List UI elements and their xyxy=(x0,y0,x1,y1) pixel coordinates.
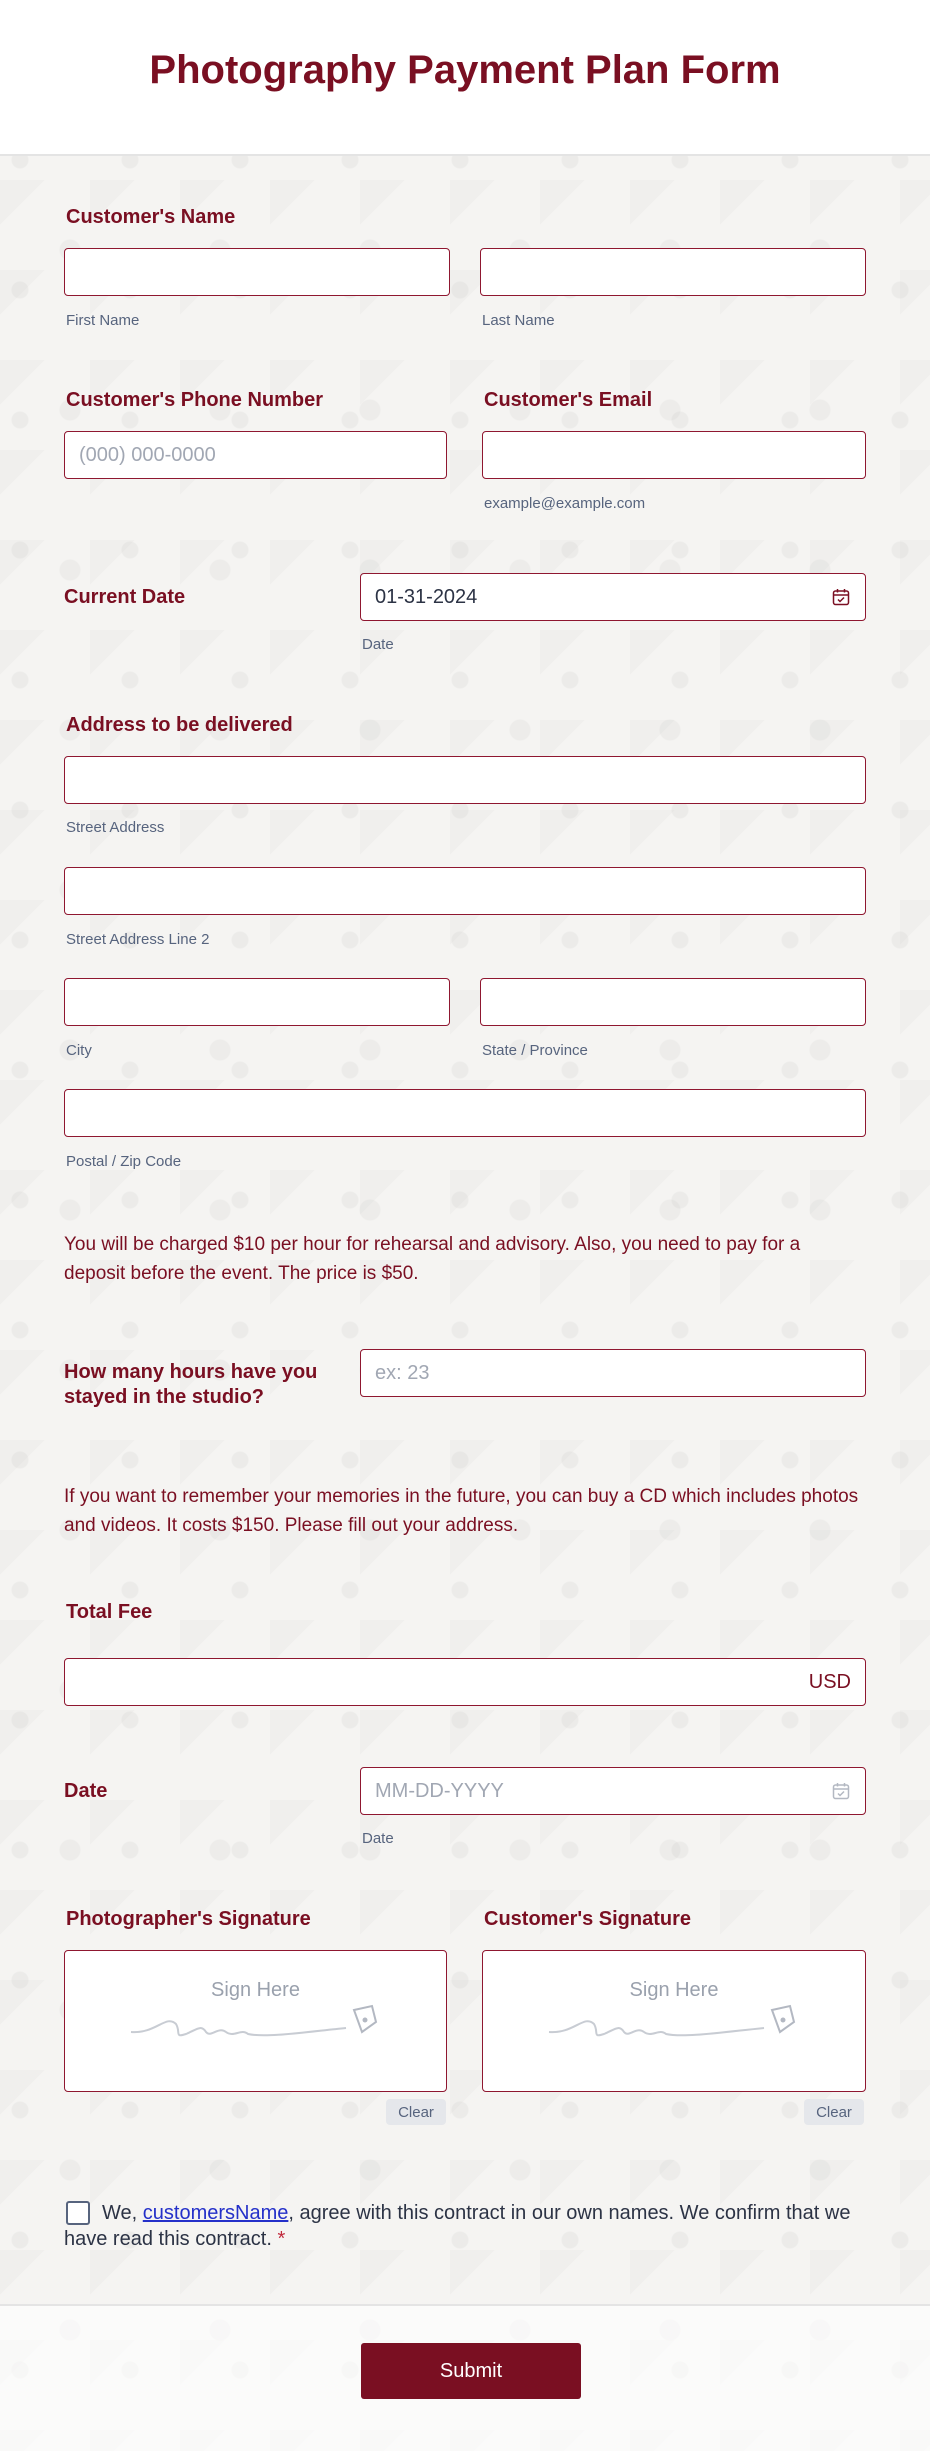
phone-placeholder: (000) 000-0000 xyxy=(79,443,216,466)
street-address-2-sublabel: Street Address Line 2 xyxy=(66,931,210,948)
state-sublabel: State / Province xyxy=(482,1042,588,1059)
currency-label: USD xyxy=(808,1670,851,1693)
photographer-clear-button[interactable]: Clear xyxy=(386,2099,446,2125)
customer-name-label: Customer's Name xyxy=(66,206,236,228)
current-date-label: Current Date xyxy=(64,586,186,608)
postal-code-input[interactable] xyxy=(64,1089,866,1137)
total-fee-input[interactable] xyxy=(64,1658,866,1706)
submit-button[interactable]: Submit xyxy=(361,2343,581,2399)
hours-label: How many hours have you stayed in the studio? xyxy=(64,1361,318,1408)
current-date-sublabel: Date xyxy=(362,636,394,653)
customer-signature-pad[interactable] xyxy=(482,1950,866,2092)
city-sublabel: City xyxy=(66,1042,92,1059)
photographer-signature-label: Photographer's Signature xyxy=(66,1908,311,1930)
photographer-signature-pad[interactable] xyxy=(64,1950,447,2092)
street-address-input[interactable] xyxy=(64,756,866,804)
signature-scribble-icon xyxy=(544,2004,804,2044)
street-address-sublabel: Street Address xyxy=(66,819,165,836)
first-name-input[interactable] xyxy=(64,248,450,296)
agreement-suffix: , agree with this contract in our own names. We confirm that we have read this contract. xyxy=(64,2202,851,2250)
customer-clear-button[interactable]: Clear xyxy=(804,2099,864,2125)
calendar-icon[interactable] xyxy=(831,1781,851,1801)
hours-input[interactable] xyxy=(360,1349,866,1397)
email-sublabel: example@example.com xyxy=(484,495,646,512)
customer-signature-label: Customer's Signature xyxy=(484,1908,692,1930)
last-name-sublabel: Last Name xyxy=(482,312,555,329)
signature-scribble-icon xyxy=(126,2004,386,2044)
phone-input[interactable] xyxy=(64,431,447,479)
last-name-input[interactable] xyxy=(480,248,866,296)
agreement-prefix: We, xyxy=(102,2202,143,2224)
sign-here-hint: Sign Here xyxy=(211,1978,300,2001)
address-label: Address to be delivered xyxy=(66,714,293,736)
sign-here-hint: Sign Here xyxy=(629,1978,719,2001)
total-fee-label: Total Fee xyxy=(66,1601,153,1623)
date-input[interactable] xyxy=(360,1767,866,1815)
state-input[interactable] xyxy=(480,978,866,1026)
first-name-sublabel: First Name xyxy=(66,312,140,329)
header-divider xyxy=(0,154,930,156)
postal-code-sublabel: Postal / Zip Code xyxy=(66,1153,182,1170)
email-label: Customer's Email xyxy=(484,389,653,411)
date-placeholder: MM-DD-YYYY xyxy=(375,1779,504,1802)
customers-name-link[interactable]: customersName xyxy=(142,2202,289,2224)
phone-label: Customer's Phone Number xyxy=(66,389,324,411)
calendar-icon[interactable] xyxy=(831,587,851,607)
current-date-value: 01-31-2024 xyxy=(375,585,478,608)
date-label: Date xyxy=(64,1780,108,1802)
agreement-text xyxy=(64,2200,866,2252)
date-sublabel: Date xyxy=(362,1830,394,1847)
form-title: Photography Payment Plan Form xyxy=(149,48,781,92)
hours-placeholder: ex: 23 xyxy=(375,1361,430,1384)
current-date-input[interactable] xyxy=(360,573,866,621)
cd-paragraph: If you want to remember your memories in the future, you can buy a CD which includes photos and videos. It costs $150. Please fill out your address. xyxy=(64,1486,859,1536)
email-input[interactable] xyxy=(482,431,866,479)
city-input[interactable] xyxy=(64,978,450,1026)
street-address-2-input[interactable] xyxy=(64,867,866,915)
required-mark: * xyxy=(277,2228,286,2250)
charge-paragraph: You will be charged $10 per hour for rehearsal and advisory. Also, you need to pay for a deposit before the event. The price is $50. xyxy=(64,1234,801,1284)
